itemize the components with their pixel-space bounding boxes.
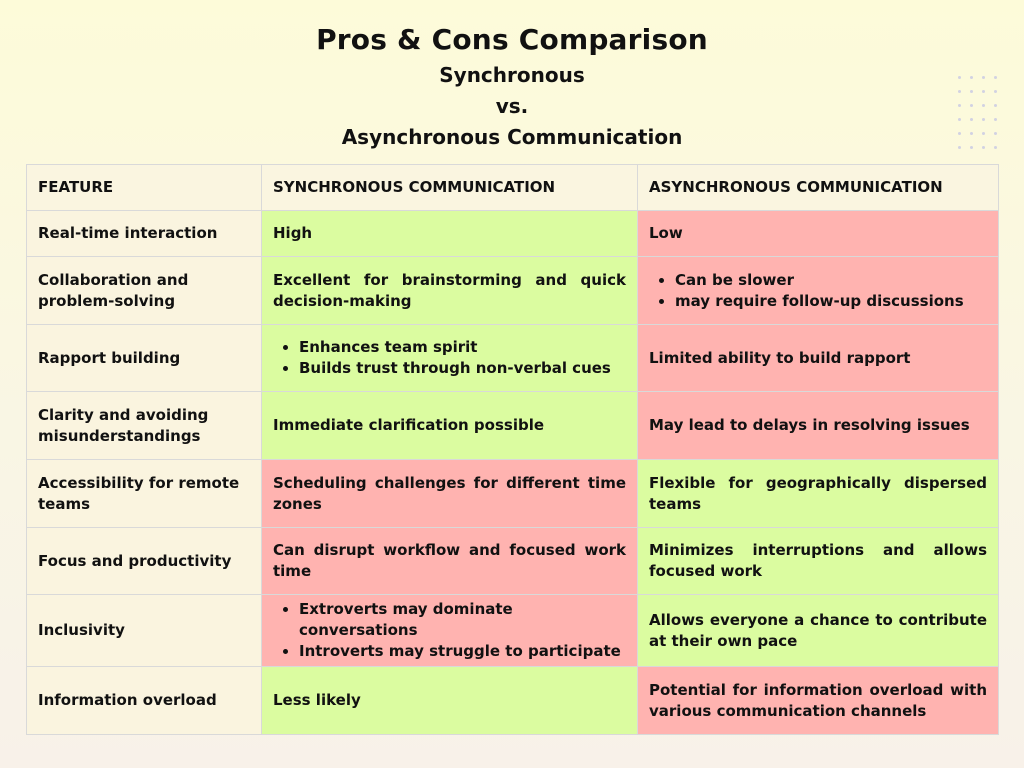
bullet-list [649,270,987,312]
feature-cell: Rapport building [27,325,262,392]
synchronous-cell: Can disrupt workflow and focused work time [262,528,638,595]
decorative-dot-grid-top [958,76,997,149]
bullet-item: • Extroverts may dominate conversations [299,599,626,641]
asynchronous-cell: Allows everyone a chance to contribute at their own pace [638,595,999,667]
table-row [27,595,999,667]
column-header-synchronous: SYNCHRONOUS COMMUNICATION [262,165,638,211]
bullet-item: • Introverts may struggle to participate [299,641,626,662]
synchronous-cell [262,595,638,667]
asynchronous-cell: Potential for information overload with various communication channels [638,667,999,735]
page-title: Pros & Cons Comparison [316,23,708,56]
feature-cell: Inclusivity [27,595,262,667]
synchronous-cell: Less likely [262,667,638,735]
synchronous-cell: Immediate clarification possible [262,392,638,460]
table-row [27,528,999,595]
bullet-item: • Can be slower [675,270,987,291]
asynchronous-cell: Low [638,211,999,257]
comparison-table [26,164,999,735]
synchronous-cell: Scheduling challenges for different time zones [262,460,638,528]
bullet-list [273,599,626,662]
subtitle-line-2: vs. [495,94,529,118]
feature-cell: Collaboration and problem-solving [27,257,262,325]
asynchronous-cell: May lead to delays in resolving issues [638,392,999,460]
subtitle-line-1: Synchronous [439,63,585,87]
synchronous-cell: High [262,211,638,257]
table-row [27,392,999,460]
table-row [27,325,999,392]
synchronous-cell [262,325,638,392]
header [0,20,1024,153]
asynchronous-cell: Minimizes interruptions and allows focused work [638,528,999,595]
asynchronous-cell [638,257,999,325]
table-row [27,257,999,325]
synchronous-cell: Excellent for brainstorming and quick decision-making [262,257,638,325]
bullet-item: • Builds trust through non-verbal cues [299,358,626,379]
feature-cell: Information overload [27,667,262,735]
subtitle-line-3: Asynchronous Communication [341,125,683,149]
feature-cell: Focus and productivity [27,528,262,595]
bullet-list [273,337,626,379]
bullet-item: • Enhances team spirit [299,337,626,358]
bullet-item: • may require follow-up discussions [675,291,987,312]
asynchronous-cell: Limited ability to build rapport [638,325,999,392]
column-header-feature: FEATURE [27,165,262,211]
table-row [27,460,999,528]
asynchronous-cell: Flexible for geographically dispersed teams [638,460,999,528]
column-header-asynchronous: ASYNCHRONOUS COMMUNICATION [638,165,999,211]
feature-cell: Clarity and avoiding misunderstandings [27,392,262,460]
table-row [27,211,999,257]
table-header-row [27,165,999,211]
feature-cell: Accessibility for remote teams [27,460,262,528]
feature-cell: Real-time interaction [27,211,262,257]
table-row [27,667,999,735]
